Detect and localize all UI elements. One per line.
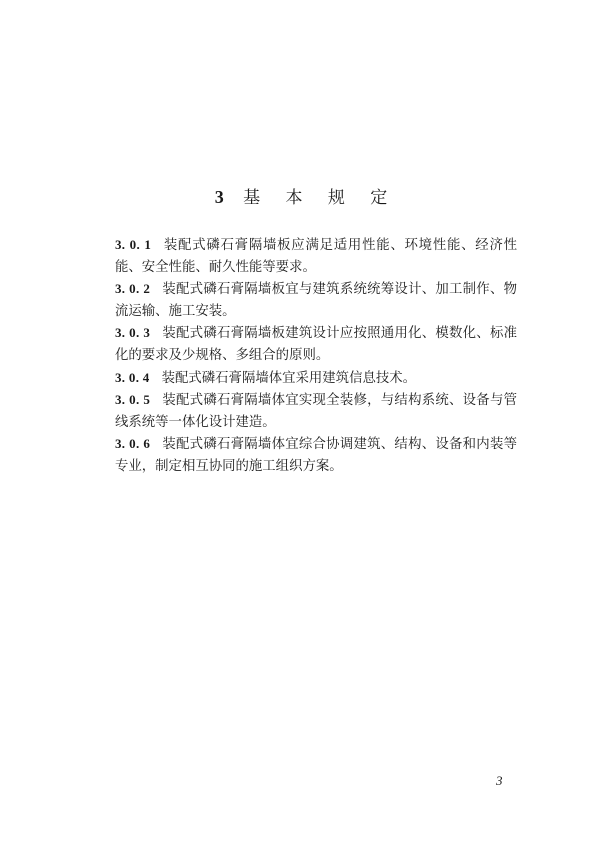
clause-number: 3. 0. 2 [115, 281, 151, 297]
clause-item [115, 322, 517, 366]
clause-number: 3. 0. 5 [115, 392, 151, 408]
clause-list [115, 234, 517, 478]
clause-number: 3. 0. 6 [115, 436, 151, 452]
clause-text: 装配式磷石膏隔墙体宜采用建筑信息技术。 [161, 370, 417, 386]
clause-number: 3. 0. 1 [115, 237, 152, 252]
clause-item [115, 278, 517, 322]
chapter-number: 3 [214, 187, 224, 207]
chapter-heading [0, 183, 612, 208]
clause-text: 装配式磷石膏隔墙板宜与建筑系统统筹设计、加工制作、物流运输、施工安装。 [115, 282, 517, 319]
clause-text: 装配式磷石膏隔墙板应满足适用性能、环境性能、经济性能、安全性能、耐久性能等要求。 [115, 238, 518, 275]
clause-item [115, 234, 517, 278]
chapter-title: 基 本 规 定 [243, 188, 398, 208]
clause-number: 3. 0. 3 [115, 325, 151, 341]
clause-item [115, 433, 517, 477]
clause-text: 装配式磷石膏隔墙体宜实现全装修，与结构系统、设备与管线系统等一体化设计建造。 [115, 393, 517, 430]
clause-item [115, 389, 517, 433]
clause-text: 装配式磷石膏隔墙板建筑设计应按照通用化、模数化、标准化的要求及少规格、多组合的原则。 [115, 326, 517, 363]
clause-text: 装配式磷石膏隔墙体宜综合协调建筑、结构、设备和内装等专业，制定相互协同的施工组织方案。 [115, 437, 517, 474]
page-number: 3 [496, 773, 503, 788]
clause-number: 3. 0. 4 [115, 369, 150, 385]
clause-item [115, 367, 517, 390]
